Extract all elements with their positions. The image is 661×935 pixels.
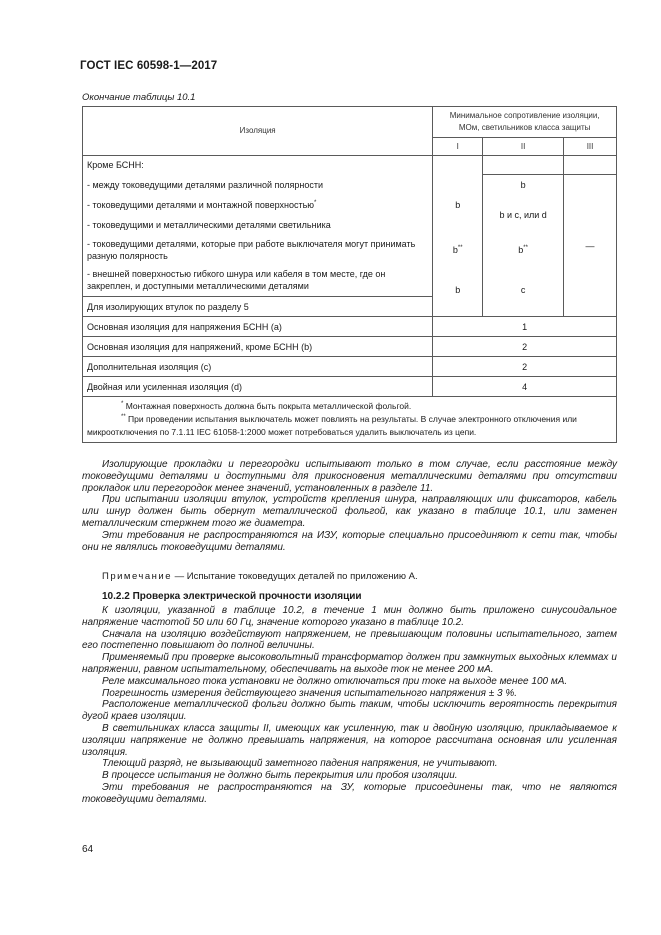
row-switch-polarity: - токоведущими деталями, которые при работе выключателя могут принимать разную полярность: [83, 235, 433, 265]
paragraph: Изолирующие прокладки и перегородки испытывают только в том случае, если расстояние между токоведущими деталями и доступными для прикосновения металлическими деталями при отсутствии прокладок или перегородок менее значений, установленных в разделе 11.: [82, 459, 617, 494]
paragraph: В процессе испытания не должно быть перекрытия или пробоя изоляции.: [102, 770, 458, 782]
note-text: — Испытание токоведущих деталей по приложению А.: [172, 571, 418, 582]
value-basic-non-selv: 2: [433, 337, 617, 357]
row-except-selv: Кроме БСНН:: [83, 156, 433, 175]
header-min-resistance: Минимальное сопротивление изоляции, МОм, светильников класса защиты: [433, 107, 617, 138]
row-metal-parts: - токоведущими и металлическими деталями светильника: [83, 215, 433, 235]
page-number: 64: [82, 844, 94, 855]
header-class-3: III: [564, 138, 617, 156]
cell-class2-b-star: [483, 235, 564, 265]
paragraph: К изоляции, указанной в таблице 10.2, в течение 1 мин должно быть приложено синусоидальное напряжение частотой 50 или 60 Гц, значение которого указано в таблице 10.2.: [82, 605, 617, 628]
cell-class2-b: b: [483, 175, 564, 195]
row-mounting-surface: [83, 195, 433, 215]
cell-empty: [433, 175, 483, 195]
row-basic-non-selv: Основная изоляция для напряжений, кроме БСНН (b): [83, 337, 433, 357]
paragraph: Расположение металлической фольги должно быть таким, чтобы исключить вероятность перекрытия дугой краев изоляции.: [82, 699, 617, 723]
cell-empty: [564, 156, 617, 175]
cell-empty: [483, 156, 564, 175]
footnote-2-mark: **: [121, 414, 126, 420]
cell-class2-c: c: [483, 265, 564, 317]
header-class-2: II: [483, 138, 564, 156]
paragraph: В светильниках класса защиты II, имеющих как усиленную, так и двойную изоляцию, прикладываемое к изоляции напряжение не должно превышать напряжения, на которое рассчитана основная или усиленная изоляция.: [82, 722, 617, 758]
cell-class3-dash: —: [564, 175, 617, 317]
footnote-ref-2: **: [457, 244, 463, 251]
cell-class1-b-star-text: b: [452, 244, 458, 255]
row-polarity: - между токоведущими деталями различной полярности: [83, 175, 433, 195]
footnote-1-mark: *: [121, 401, 124, 407]
cell-class1-b-star: [433, 235, 483, 265]
paragraph: Эти требования не распространяются на ИЗУ, которые специально присоединяют к сети так, чтобы они не являлись токоведущими деталями.: [82, 529, 617, 553]
footnote-2-text: При проведении испытания выключатель может повлиять на результаты. В случае электронного отключения или микроотключения по 7.1.11 IEC 61058-1:2000 может потребоваться удалить выключатель из цепи.: [87, 414, 577, 437]
value-basic-selv: 1: [433, 317, 617, 337]
cell-class2-b-or: b и c, или d: [483, 195, 564, 235]
paragraph: Применяемый при проверке высоковольтный трансформатор должен при замкнутых выходных клеммах и напряжении, равном испытательному, обеспечивать на выходе ток не менее 200 мА.: [82, 652, 617, 675]
note-label: Примечание: [102, 571, 172, 582]
cell-class1-b: b: [433, 195, 483, 215]
footnote-ref-2: **: [523, 244, 528, 251]
value-supplementary: 2: [433, 357, 617, 377]
row-double-reinforced: Двойная или усиленная изоляция (d): [83, 377, 433, 397]
cell-class1-b-bottom: b: [433, 265, 483, 317]
row-insulating-bushings: Для изолирующих втулок по разделу 5: [83, 297, 433, 317]
standard-code: ГОСТ IEC 60598-1—2017: [80, 60, 218, 72]
paragraph: Тлеющий разряд, не вызывающий заметного падения напряжения, не учитывают.: [102, 758, 498, 770]
table-footnotes: [83, 397, 617, 443]
footnote-1-text: Монтажная поверхность должна быть покрыта металлической фольгой.: [125, 401, 412, 411]
paragraph: Эти требования не распространяются на ЗУ, которые присоединены так, что не являются токоведущими деталями.: [82, 781, 617, 805]
footnote-2: [87, 413, 612, 439]
row-flexible-cord: - внешней поверхностью гибкого шнура или кабеля в том месте, где он закреплен, и доступными металлическими деталями: [83, 265, 433, 297]
paragraph: Реле максимального тока установки не должно отключаться при токе на выходе менее 100 мА.: [102, 675, 568, 687]
header-insulation: Изоляция: [83, 107, 433, 156]
cell-empty: [433, 215, 483, 235]
paragraph: Сначала на изоляцию воздействуют напряжением, не превышающим половины испытательного, затем его постепенно повышают до полной величины.: [82, 628, 617, 652]
row-basic-selv: Основная изоляция для напряжения БСНН (a): [83, 317, 433, 337]
insulation-resistance-table: [82, 106, 617, 443]
cell-class2-b-star-text: b: [518, 244, 524, 255]
cell-empty: [433, 156, 483, 175]
row-supplementary: Дополнительная изоляция (c): [83, 357, 433, 377]
text-block-1: [82, 459, 617, 553]
footnote-ref-1: *: [314, 199, 317, 206]
text-block-2: [82, 605, 617, 806]
row-mounting-surface-text: - токоведущими деталями и монтажной поверхностью: [87, 199, 315, 210]
table-continuation-caption: Окончание таблицы 10.1: [82, 92, 196, 103]
section-heading: 10.2.2 Проверка электрической прочности изоляции: [102, 591, 362, 602]
note: [102, 571, 418, 582]
paragraph: При испытании изоляции втулок, устройств крепления шнура, направляющих или фиксаторов, кабель или шнур должен быть обернут металлической фольгой, как указано в таблице 10.1, или заменен металлическим стержнем того же диаметра.: [82, 494, 617, 529]
footnote-1: [87, 400, 612, 413]
value-double-reinforced: 4: [433, 377, 617, 397]
header-class-1: I: [433, 138, 483, 156]
paragraph: Погрешность измерения действующего значения испытательного напряжения ± 3 %.: [102, 687, 518, 699]
